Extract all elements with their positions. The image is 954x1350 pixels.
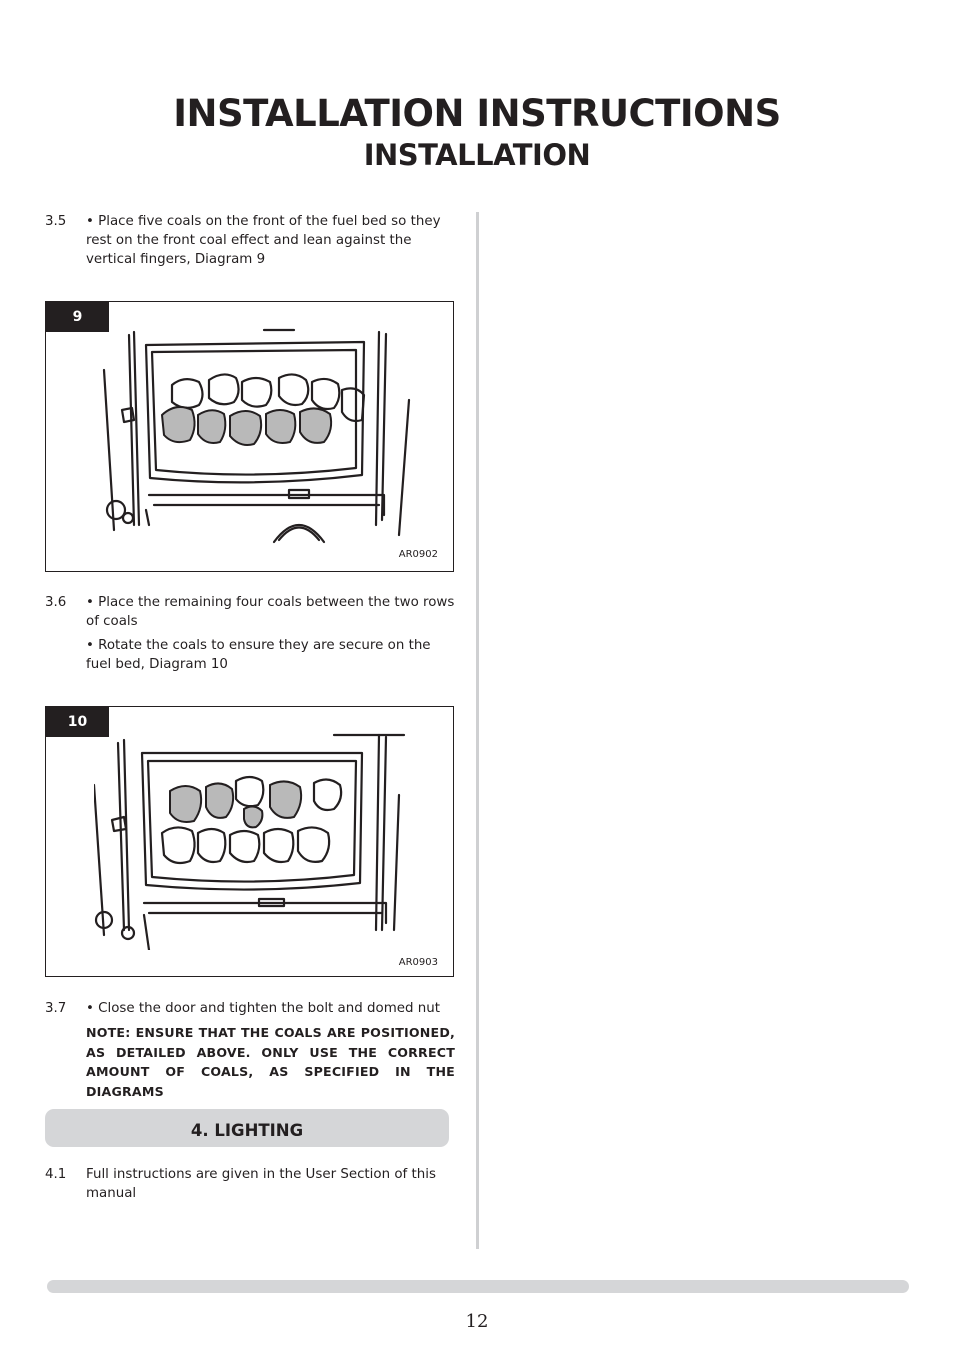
step-text: Full instructions are given in the User Section of this manual [86,1167,436,1201]
footer-rule [47,1280,909,1293]
step-3-7 [45,999,455,1106]
diagram-reference: AR0903 [398,957,438,968]
diagram-reference: AR0902 [398,549,438,560]
stove-coals-illustration [94,725,414,950]
step-bullet: • Close the door and tighten the bolt and domed nut [86,1001,440,1016]
step-number: 3.6 [45,595,67,610]
diagram-10 [45,706,454,977]
section-heading-label: 4. LIGHTING [190,1121,304,1140]
page-subtitle: INSTALLATION [363,138,591,172]
warning-note: NOTE: ENSURE THAT THE COALS ARE POSITIONED, AS DETAILED ABOVE. ONLY USE THE CORRECT AMOUNT OF COALS, AS SPECIFIED IN THE DIAGRAMS [86,1025,455,1099]
step-3-5 [45,212,455,274]
diagram-number: 9 [46,302,109,332]
step-number: 4.1 [45,1167,67,1182]
page-title: INSTALLATION INSTRUCTIONS [173,92,781,135]
step-3-6 [45,593,455,679]
diagram-number: 10 [46,707,109,737]
step-number: 3.5 [45,214,67,229]
step-number: 3.7 [45,1001,67,1016]
step-bullet: • Rotate the coals to ensure they are secure on the fuel bed, Diagram 10 [86,638,431,672]
diagram-9 [45,301,454,572]
section-heading-lighting [45,1109,449,1147]
column-divider [476,212,479,1249]
step-bullet: • Place five coals on the front of the fuel bed so they rest on the front coal effect and lean against the vertical fingers, Diagram 9 [86,214,441,267]
step-4-1 [45,1165,465,1208]
page-number: 12 [465,1311,489,1332]
step-bullet: • Place the remaining four coals between the two rows of coals [86,595,455,629]
stove-coals-illustration [94,320,414,545]
